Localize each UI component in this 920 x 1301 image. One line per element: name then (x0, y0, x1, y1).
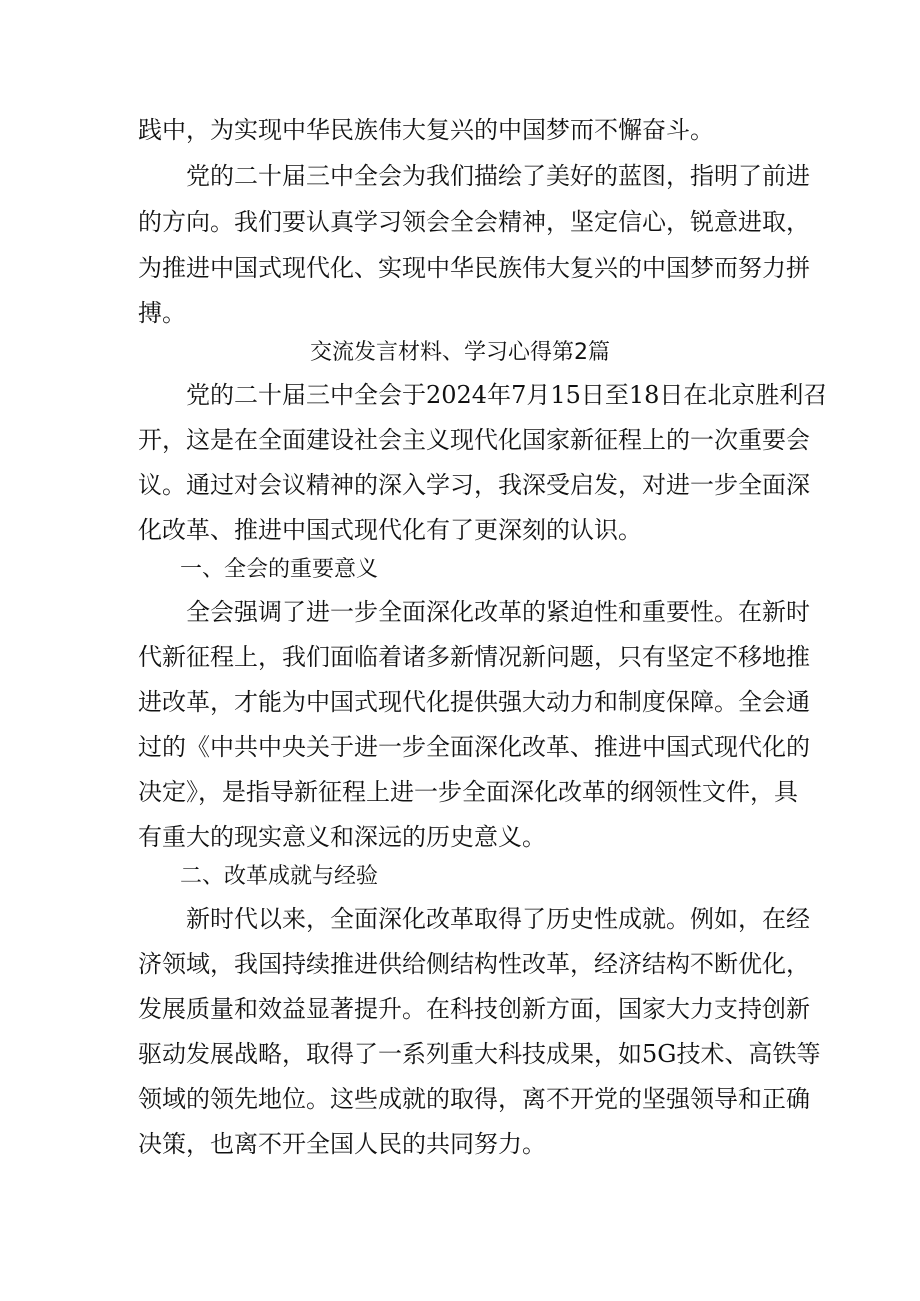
paragraph-line: 进改革，才能为中国式现代化提供强大动力和制度保障。全会通 (138, 688, 810, 716)
paragraph-line: 有重大的现实意义和深远的历史意义。 (138, 823, 546, 851)
paragraph-line: 济领域，我国持续推进供给侧结构性改革，经济结构不断优化， (138, 950, 810, 978)
paragraph-line: 决定》，是指导新征程上进一步全面深化改革的纲领性文件，具 (138, 778, 798, 806)
paragraph-line: 发展质量和效益显著提升。在科技创新方面，国家大力支持创新 (138, 995, 810, 1023)
paragraph-line: 搏。 (138, 299, 186, 327)
paragraph-line: 化改革、推进中国式现代化有了更深刻的认识。 (138, 516, 642, 544)
paragraph-line: 党的二十届三中全会为我们描绘了美好的蓝图，指明了前进 (186, 162, 810, 190)
paragraph-line: 过的《中共中央关于进一步全面深化改革、推进中国式现代化的 (138, 733, 810, 761)
paragraph-line: 党的二十届三中全会于2024年7月15日至18日在北京胜利召 (186, 381, 828, 409)
heading-achievements: 二、改革成就与经验 (180, 864, 379, 889)
paragraph-line: 为推进中国式现代化、实现中华民族伟大复兴的中国梦而努力拼 (138, 254, 810, 282)
heading-importance: 一、全会的重要意义 (180, 557, 379, 582)
paragraph-line: 开，这是在全面建设社会主义现代化国家新征程上的一次重要会 (138, 426, 810, 454)
paragraph-line: 代新征程上，我们面临着诸多新情况新问题，只有坚定不移地推 (138, 643, 810, 671)
paragraph-line: 的方向。我们要认真学习领会全会精神，坚定信心，锐意进取， (138, 208, 810, 236)
paragraph-line: 驱动发展战略，取得了一系列重大科技成果，如5G技术、高铁等 (138, 1040, 821, 1068)
paragraph-line: 新时代以来，全面深化改革取得了历史性成就。例如，在经 (186, 905, 810, 933)
paragraph-line: 践中，为实现中华民族伟大复兴的中国梦而不懈奋斗。 (138, 116, 714, 144)
paragraph-line: 议。通过对会议精神的深入学习，我深受启发，对进一步全面深 (138, 471, 810, 499)
paragraph-line: 全会强调了进一步全面深化改革的紧迫性和重要性。在新时 (186, 598, 810, 626)
paragraph-line: 领域的领先地位。这些成就的取得，离不开党的坚强领导和正确 (138, 1085, 810, 1113)
section-title: 交流发言材料、学习心得第2篇 (310, 340, 610, 365)
paragraph-line: 决策，也离不开全国人民的共同努力。 (138, 1130, 546, 1158)
